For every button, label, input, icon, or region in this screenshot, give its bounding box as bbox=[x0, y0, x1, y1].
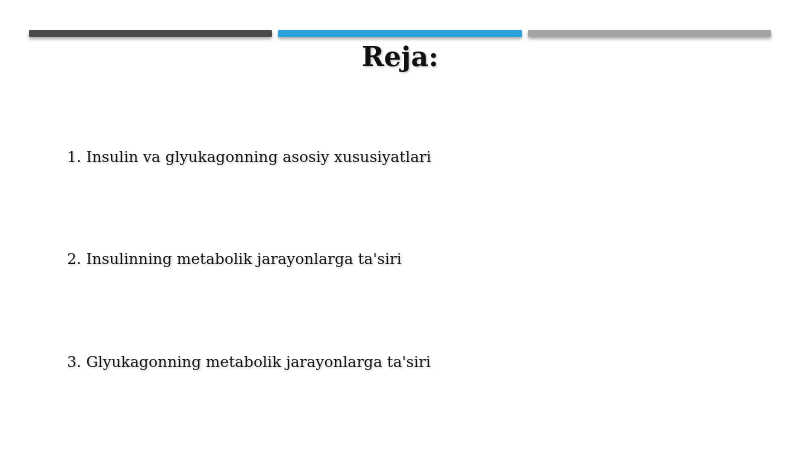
plan-item-1: 1. Insulin va glyukagonning asosiy xususiyatlari bbox=[67, 148, 432, 166]
top-bar-blue bbox=[278, 30, 522, 37]
plan-item-3: 3. Glyukagonning metabolik jarayonlarga ta'siri bbox=[67, 353, 431, 371]
plan-item-2: 2. Insulinning metabolik jarayonlarga ta'siri bbox=[67, 250, 402, 268]
slide-title: Reja: bbox=[361, 42, 439, 73]
top-bar-dark bbox=[29, 30, 272, 37]
top-bar-gray bbox=[528, 30, 771, 37]
